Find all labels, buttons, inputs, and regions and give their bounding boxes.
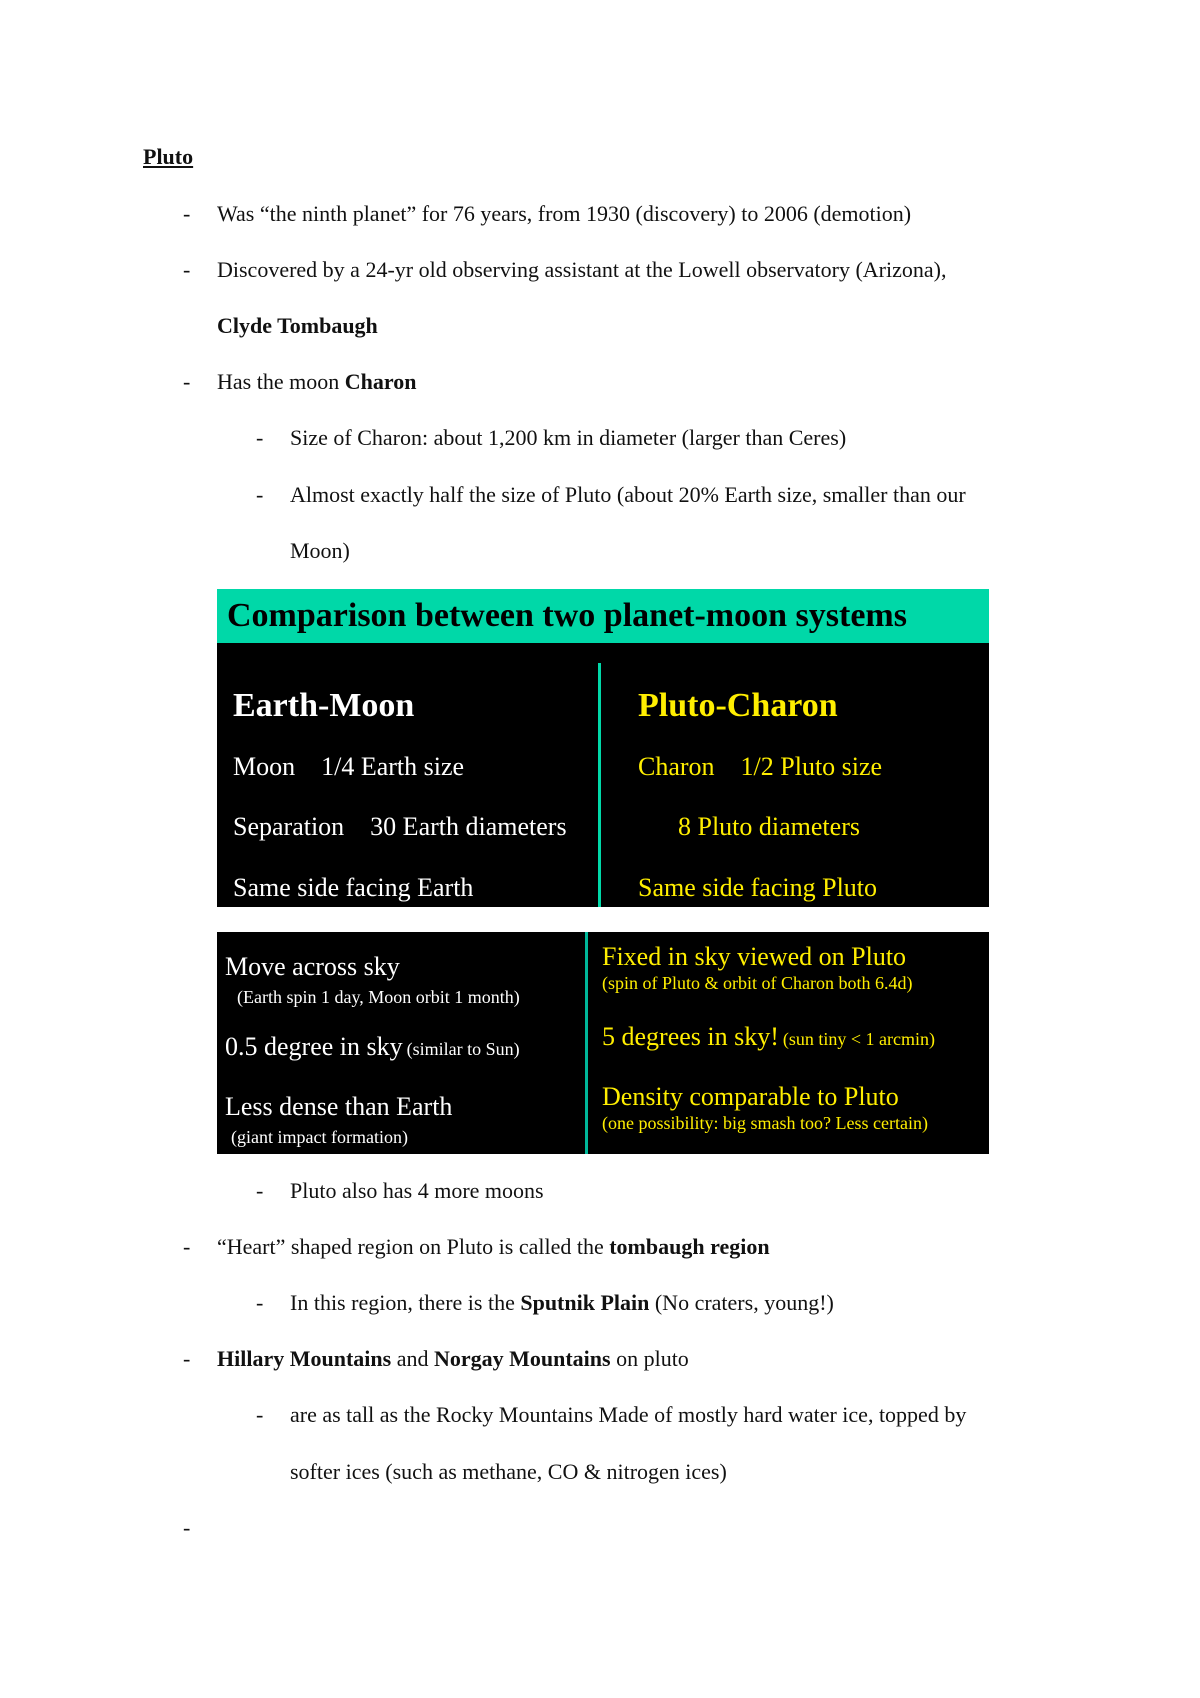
bullet-dash: - <box>256 425 264 450</box>
earth-moon-size: Moon 1/4 Earth size <box>233 752 465 781</box>
pluto-charon-angular-size-value: 5 degrees in sky! <box>602 1022 779 1051</box>
bullet-dash: - <box>256 1178 264 1203</box>
bullet-text: Size of Charon: about 1,200 km in diameter (larger than Ceres) <box>290 425 847 450</box>
bullet-dash: - <box>256 1290 264 1315</box>
bullet-text: Pluto also has 4 more moons <box>290 1178 544 1203</box>
pluto-charon-facing: Same side facing Pluto <box>638 873 878 902</box>
bullet-text-mid: and <box>391 1346 434 1371</box>
bullet-text: In this region, there is the <box>290 1290 521 1315</box>
comparison-header: Comparison between two planet-moon systems <box>217 589 989 643</box>
bullet-dash: - <box>183 1515 191 1540</box>
subbullet-more-moons <box>256 1177 544 1205</box>
earth-moon-title: Earth-Moon <box>233 687 415 724</box>
bullet-dash: - <box>183 369 191 394</box>
earth-moon-facing: Same side facing Earth <box>233 873 474 902</box>
bullet-heart-region <box>183 1233 770 1261</box>
column-divider <box>585 932 588 1154</box>
earth-moon-motion: Move across sky <box>225 952 400 981</box>
earth-moon-angular-size-value: 0.5 degree in sky <box>225 1032 403 1061</box>
comparison-table-properties <box>217 932 989 1154</box>
earth-moon-density-detail: (giant impact formation) <box>231 1127 408 1147</box>
earth-moon-angular-size <box>225 1032 520 1062</box>
bullet-text: are as tall as the Rocky Mountains Made of mostly hard water ice, topped by <box>290 1402 967 1427</box>
bullet-dash: - <box>183 257 191 282</box>
bullet-ninth-planet <box>183 200 912 228</box>
earth-moon-separation: Separation 30 Earth diameters <box>233 812 567 841</box>
pluto-charon-angular-size <box>602 1022 935 1052</box>
bullet-text: softer ices (such as methane, CO & nitrogen ices) <box>290 1459 727 1484</box>
pluto-charon-separation: 8 Pluto diameters <box>678 812 860 841</box>
pluto-charon-size: Charon 1/2 Pluto size <box>638 752 883 781</box>
earth-moon-density: Less dense than Earth <box>225 1092 453 1121</box>
subbullet-half-size-continued <box>290 537 350 565</box>
subbullet-sputnik-plain <box>256 1289 834 1317</box>
bullet-discovery <box>183 256 947 284</box>
bullet-text: Discovered by a 24-yr old observing assistant at the Lowell observatory (Arizona), <box>217 257 947 282</box>
subbullet-half-size <box>256 481 966 509</box>
moon-name: Charon <box>344 369 417 394</box>
mountain-name-2: Norgay Mountains <box>433 1346 611 1371</box>
subbullet-mountain-height-continued <box>290 1458 727 1486</box>
discoverer-name: Clyde Tombaugh <box>217 313 378 338</box>
bullet-dash: - <box>183 201 191 226</box>
pluto-charon-density: Density comparable to Pluto <box>602 1082 899 1111</box>
bullet-discovery-continued <box>217 312 378 340</box>
bullet-dash: - <box>256 1402 264 1427</box>
bullet-text: Almost exactly half the size of Pluto (about 20% Earth size, smaller than our <box>290 482 966 507</box>
bullet-text: “Heart” shaped region on Pluto is called the <box>217 1234 610 1259</box>
bullet-dash: - <box>183 1234 191 1259</box>
earth-moon-angular-size-note: (similar to Sun) <box>406 1039 520 1059</box>
pluto-charon-motion: Fixed in sky viewed on Pluto <box>602 942 907 971</box>
bullet-text: Moon) <box>290 538 350 563</box>
page-title: Pluto <box>143 144 194 169</box>
mountain-name-1: Hillary Mountains <box>217 1346 392 1371</box>
subbullet-mountain-height <box>256 1401 967 1429</box>
subbullet-charon-size <box>256 424 847 452</box>
pluto-charon-title: Pluto-Charon <box>638 687 838 724</box>
region-name: tombaugh region <box>609 1234 770 1259</box>
bullet-text-suffix: (No craters, young!) <box>649 1290 834 1315</box>
bullet-dash: - <box>256 482 264 507</box>
plain-name: Sputnik Plain <box>520 1290 650 1315</box>
bullet-mountains <box>183 1345 689 1373</box>
bullet-text-suffix: on pluto <box>610 1346 689 1371</box>
column-divider <box>598 663 601 907</box>
bullet-dash: - <box>183 1346 191 1371</box>
earth-moon-motion-detail: (Earth spin 1 day, Moon orbit 1 month) <box>237 987 520 1007</box>
pluto-charon-density-detail: (one possibility: big smash too? Less certain) <box>602 1113 928 1133</box>
pluto-charon-motion-detail: (spin of Pluto & orbit of Charon both 6.4d) <box>602 973 913 993</box>
comparison-table-systems <box>217 589 989 907</box>
pluto-charon-angular-size-note: (sun tiny < 1 arcmin) <box>782 1029 936 1049</box>
bullet-moon-charon <box>183 368 417 396</box>
bullet-text: Has the moon <box>217 369 345 394</box>
bullet-text: Was “the ninth planet” for 76 years, from 1930 (discovery) to 2006 (demotion) <box>217 201 912 226</box>
